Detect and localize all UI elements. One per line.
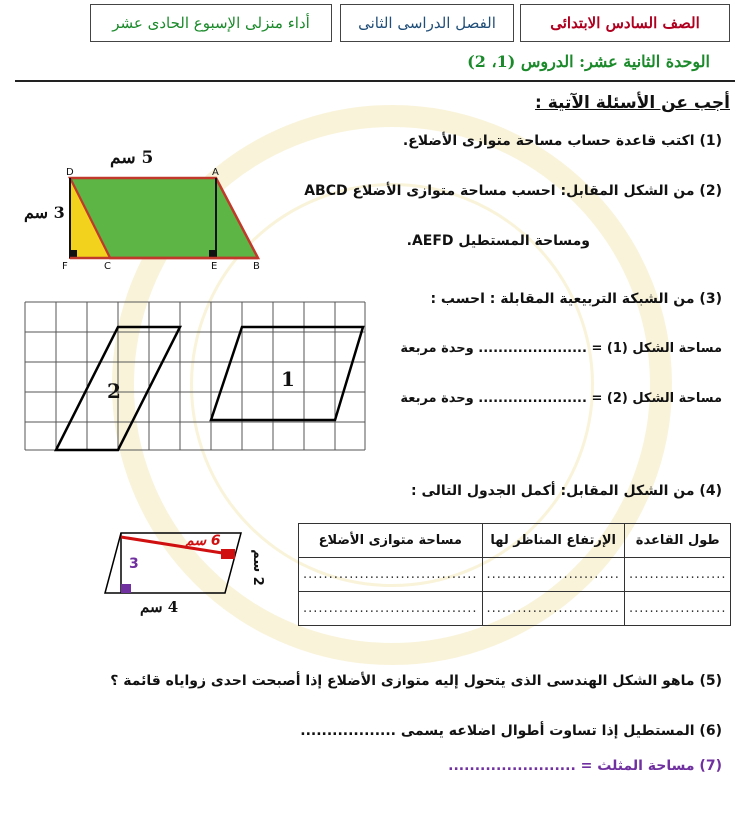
header-area: مساحة متوازى الأضلاع [299,524,483,558]
term-text: الفصل الدراسى الثانى [358,14,496,32]
answer-cell[interactable]: ................... [624,558,731,592]
question-3-shape1: مساحة الشكل (1) = ...................... وحدة مربعة [400,341,722,356]
label-top-5cm: 5 سم [110,148,154,168]
grid-lines [25,302,365,450]
question-1: (1) اكتب قاعدة حساب مساحة متوازى الأضلاع. [402,133,722,149]
label-4cm: 4 سم [140,598,179,616]
point-b: B [253,261,260,272]
shape-1-label: 1 [281,367,295,391]
answer-cell[interactable]: .......................... [482,592,624,626]
right-angle-purple [121,584,131,593]
question-2-line2: ومساحة المستطيل AEFD. [406,233,590,249]
question-4: (4) من الشكل المقابل: أكمل الجدول التالى : [411,483,722,499]
question-6: (6) المستطيل إذا تساوت أطوال اضلاعه يسمى .................. [300,723,722,739]
term-box [340,4,514,42]
shape-2-label: 2 [107,379,121,403]
answer-cell[interactable]: ................... [624,592,731,626]
header-height: الإرتفاع المناظر لها [482,524,624,558]
label-6cm: 6 سم [185,533,221,549]
homework-box [90,4,332,42]
question-2: (2) من الشكل المقابل: احسب مساحة متوازى الأضلاع ABCD [304,183,722,199]
right-angle-red [221,549,235,559]
table-row [299,558,731,592]
grade-box [520,4,730,42]
question-3: (3) من الشبكة التربيعية المقابلة : احسب : [430,291,722,307]
grade-text: الصف السادس الابتدائى [550,14,700,32]
question-7: (7) مساحة المثلث = ........................ [448,758,722,774]
point-d: D [66,167,74,178]
point-f: F [62,261,68,272]
answer-cell[interactable]: .................................. [299,592,483,626]
question-3-shape2: مساحة الشكل (2) = ...................... وحدة مربعة [400,391,722,406]
header-divider [15,80,735,82]
label-3: 3 [129,556,139,572]
square-grid [20,297,370,455]
header-base: طول القاعدة [624,524,731,558]
point-c: C [104,261,111,272]
instruction: أجب عن الأسئلة الآتية : [535,93,730,113]
label-side-3cm: 3 سم [24,203,65,222]
question-5: (5) ماهو الشكل الهندسى الذى يتحول إليه متوازى الأضلاع إذا أصبحت احدى زواياه قائمة ؟ [110,673,722,689]
point-e: E [211,261,218,272]
point-a: A [212,167,219,178]
answer-cell[interactable]: .................................. [299,558,483,592]
parallelogram-figure [40,150,280,275]
unit-line: الوحدة الثانية عشر: الدروس (1، 2) [467,52,710,71]
table-row [299,592,731,626]
label-2cm: 2 سم [249,549,265,586]
table-header-row [299,524,731,558]
answer-cell[interactable]: .......................... [482,558,624,592]
answer-table [298,523,731,626]
homework-text: أداء منزلى الإسبوع الحادى عشر [112,14,310,32]
